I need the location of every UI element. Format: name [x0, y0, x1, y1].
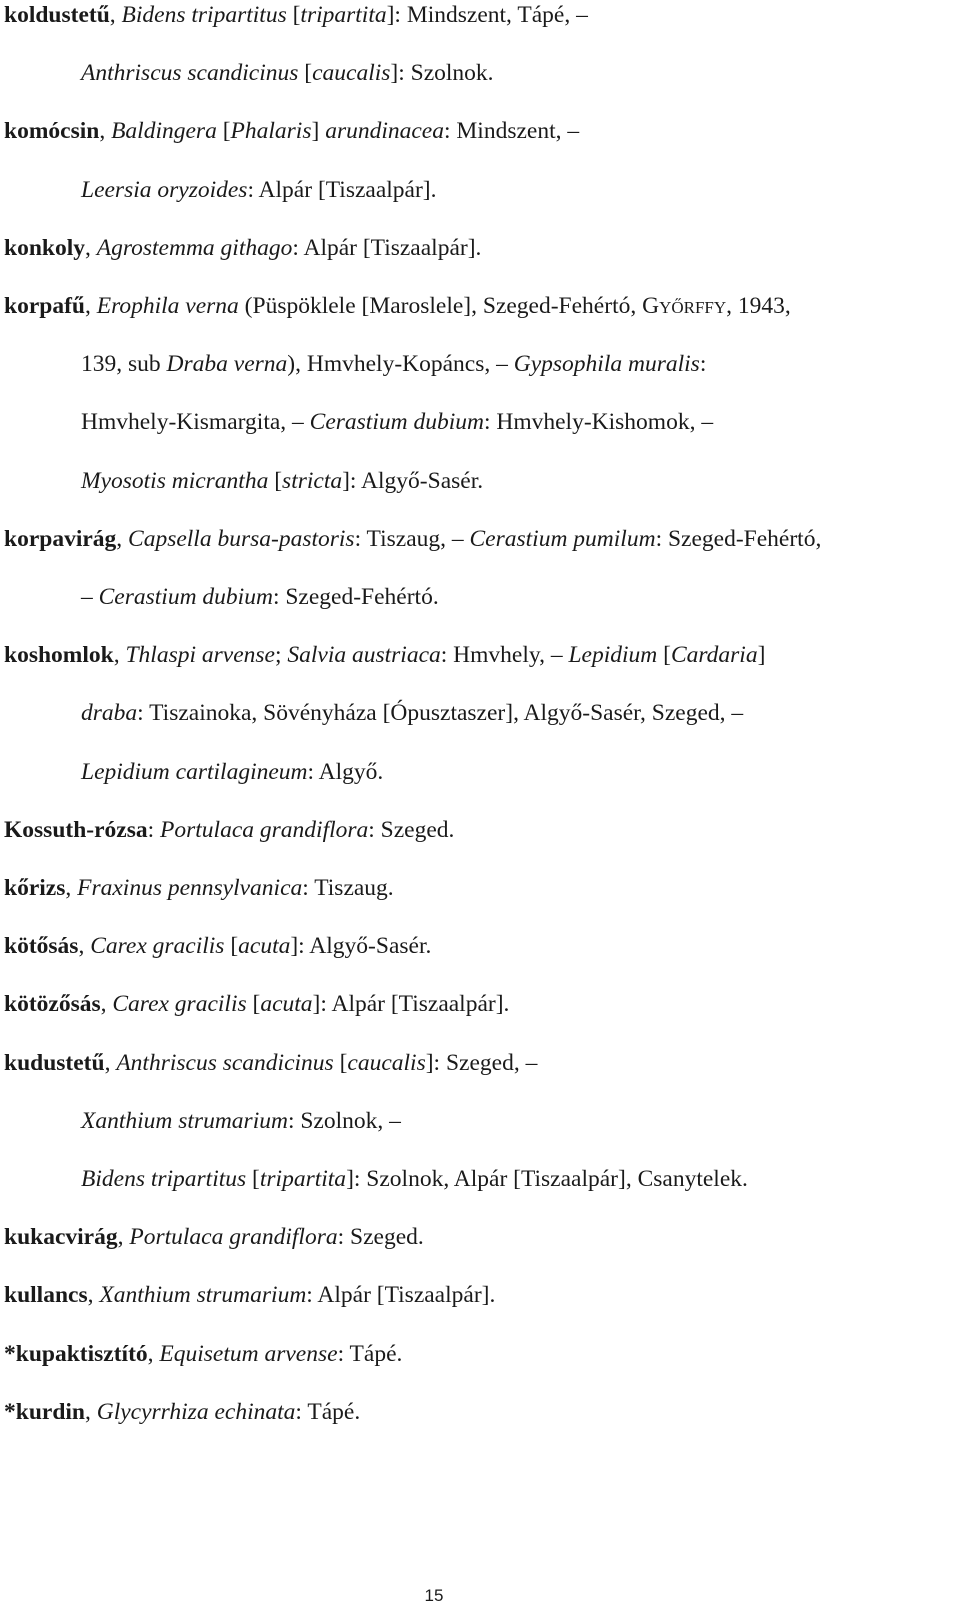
- entry-headword: komócsin: [4, 118, 100, 144]
- entry-line: [4, 931, 431, 961]
- species-name: Thlaspi arvense: [125, 642, 275, 668]
- entry-continuation-line: [81, 349, 706, 379]
- entry-text: ,: [117, 1224, 130, 1250]
- entry-line: [4, 0, 588, 30]
- entry-headword: kudustetű: [4, 1050, 105, 1076]
- species-name: Portulaca grandiflora: [160, 817, 369, 843]
- entry-text: ]: [757, 642, 766, 668]
- entry-headword: kullancs: [4, 1282, 88, 1308]
- entry-line: [4, 815, 454, 845]
- entry-text: ]: Algyő-Sasér.: [342, 468, 484, 494]
- entry-text: ]: Szeged, –: [425, 1050, 538, 1076]
- entry-line: [4, 1339, 402, 1369]
- species-name: Portulaca grandiflora: [129, 1224, 338, 1250]
- species-name: Lepidium: [568, 642, 658, 668]
- entry-continuation-line: [81, 466, 483, 496]
- species-name: Leersia oryzoides: [81, 177, 248, 203]
- entry-text: : Mindszent, –: [444, 118, 580, 144]
- species-name: tripartita: [259, 1166, 347, 1192]
- species-name: Baldingera: [111, 118, 217, 144]
- species-name: Glycyrrhiza echinata: [96, 1399, 296, 1425]
- species-name: Anthriscus scandicinus: [116, 1050, 334, 1076]
- entry-text: ,: [100, 991, 113, 1017]
- species-name: Cerastium pumilum: [469, 526, 656, 552]
- entry-text: ,: [116, 526, 129, 552]
- entry-headword: korpavirág: [4, 526, 117, 552]
- entry-text: : Szeged.: [368, 817, 455, 843]
- entry-text: ,: [85, 235, 97, 261]
- entry-text: ,: [104, 1050, 117, 1076]
- entry-text: : Hmvhely, –: [440, 642, 569, 668]
- author-small-caps: YŐRFFY: [659, 298, 727, 317]
- species-name: Phalaris: [230, 118, 312, 144]
- entry-text: : Szeged-Fehértó,: [655, 526, 822, 552]
- species-name: Cardaria: [670, 642, 758, 668]
- entry-text: : Alpár [Tiszaalpár].: [292, 235, 482, 261]
- species-name: caucalis: [347, 1050, 426, 1076]
- entry-headword: *kurdin: [4, 1399, 85, 1425]
- entry-headword: kőrizs: [4, 875, 66, 901]
- species-name: caucalis: [312, 60, 391, 86]
- species-name: tripartita: [300, 2, 387, 28]
- entry-headword: korpafű: [4, 293, 85, 319]
- species-name: draba: [81, 700, 138, 726]
- species-name: Bidens tripartitus: [81, 1166, 247, 1192]
- entry-text: ,: [99, 118, 112, 144]
- entry-line: [4, 873, 394, 903]
- entry-text: ]: Alpár [Tiszaalpár].: [312, 991, 510, 1017]
- entry-text: ), Hmvhely-Kopáncs, –: [287, 351, 514, 377]
- species-name: Fraxinus pennsylvanica: [77, 875, 303, 901]
- species-name: Draba verna: [166, 351, 288, 377]
- species-name: Bidens tripartitus: [121, 2, 287, 28]
- entry-text: ,: [65, 875, 78, 901]
- entry-text: ]: Algyő-Sasér.: [290, 933, 432, 959]
- entry-text: ]: Mindszent, Tápé, –: [386, 2, 588, 28]
- entry-text: : Tápé.: [295, 1399, 361, 1425]
- entry-continuation-line: [81, 757, 383, 787]
- entry-text: ;: [274, 642, 288, 668]
- entry-text: ]: Szolnok.: [390, 60, 494, 86]
- entry-line: [4, 291, 791, 323]
- species-name: Gypsophila muralis: [513, 351, 700, 377]
- entry-headword: *kupaktisztító: [4, 1341, 148, 1367]
- entry-text: ,: [113, 642, 126, 668]
- entry-text: ,: [85, 1399, 97, 1425]
- entry-text: ,: [87, 1282, 100, 1308]
- species-name: Agrostemma githago: [96, 235, 293, 261]
- entry-text: [: [224, 933, 239, 959]
- entry-headword: konkoly: [4, 235, 85, 261]
- entry-text: –: [81, 584, 99, 610]
- entry-line: [4, 1280, 495, 1310]
- entry-line: [4, 524, 821, 554]
- species-name: Erophila verna: [96, 293, 239, 319]
- entry-text: : Szeged.: [337, 1224, 424, 1250]
- entry-text: 139, sub: [81, 351, 167, 377]
- entry-line: [4, 233, 481, 263]
- entry-text: : Szolnok, –: [287, 1108, 401, 1134]
- entry-line: [4, 1048, 537, 1078]
- species-name: Equisetum arvense: [159, 1341, 338, 1367]
- species-name: Salvia austriaca: [287, 642, 441, 668]
- entry-text: ]: [311, 118, 326, 144]
- species-name: Xanthium strumarium: [81, 1108, 288, 1134]
- entry-text: [: [268, 468, 283, 494]
- entry-continuation-line: [81, 175, 437, 205]
- entry-continuation-line: [81, 582, 439, 612]
- species-name: Carex gracilis: [112, 991, 247, 1017]
- entry-text: : Hmvhely-Kishomok, –: [483, 409, 714, 435]
- entry-headword: koldustetű: [4, 2, 110, 28]
- species-name: Cerastium dubium: [309, 409, 484, 435]
- entry-text: (Püspöklele [Maroslele], Szeged-Fehértó, G: [238, 293, 660, 319]
- species-name: Xanthium strumarium: [99, 1282, 307, 1308]
- species-name: Lepidium cartilagineum: [81, 759, 308, 785]
- entry-text: [: [216, 118, 231, 144]
- species-name: acuta: [260, 991, 313, 1017]
- species-name: arundinacea: [325, 118, 444, 144]
- entry-text: ,: [109, 2, 122, 28]
- species-name: Capsella bursa-pastoris: [128, 526, 355, 552]
- entry-text: : Tiszaug.: [302, 875, 394, 901]
- species-name: Cerastium dubium: [98, 584, 273, 610]
- entry-text: : Tiszaug, –: [354, 526, 470, 552]
- species-name: stricta: [282, 468, 343, 494]
- entry-line: [4, 1222, 424, 1252]
- entry-line: [4, 1397, 360, 1427]
- entry-text: Hmvhely-Kismargita, –: [81, 409, 310, 435]
- entry-text: ,: [84, 293, 97, 319]
- entry-text: ,: [78, 933, 91, 959]
- entry-text: :: [699, 351, 707, 377]
- entry-line: [4, 116, 579, 146]
- entry-text: : Alpár [Tiszaalpár].: [247, 177, 437, 203]
- species-name: Myosotis micrantha: [81, 468, 269, 494]
- entry-headword: kukacvirág: [4, 1224, 118, 1250]
- entry-continuation-line: [81, 407, 713, 437]
- species-name: acuta: [238, 933, 291, 959]
- entry-text: [: [298, 60, 313, 86]
- entry-text: [: [657, 642, 671, 668]
- entry-text: [: [246, 1166, 260, 1192]
- entry-headword: koshomlok: [4, 642, 114, 668]
- entry-text: : Algyő.: [307, 759, 384, 785]
- species-name: Carex gracilis: [90, 933, 225, 959]
- entry-text: : Alpár [Tiszaalpár].: [306, 1282, 496, 1308]
- entry-text: : Tápé.: [337, 1341, 403, 1367]
- entry-text: [: [246, 991, 261, 1017]
- entry-text: ]: Szolnok, Alpár [Tiszaalpár], Csanytelek.: [346, 1166, 748, 1192]
- entry-text: [: [286, 2, 301, 28]
- page-number: 15: [424, 1586, 444, 1605]
- entry-text: , 1943,: [726, 293, 791, 319]
- entry-continuation-line: [81, 698, 743, 728]
- entry-continuation-line: [81, 1164, 748, 1194]
- entry-text: [: [333, 1050, 348, 1076]
- entry-headword: kötözősás: [4, 991, 101, 1017]
- entry-text: ,: [147, 1341, 160, 1367]
- entry-headword: kötősás: [4, 933, 79, 959]
- entry-text: : Tiszainoka, Sövényháza [Ópusztaszer], Algyő-Sasér, Szeged, –: [137, 700, 744, 726]
- entry-line: [4, 989, 509, 1019]
- entry-line: [4, 640, 765, 670]
- entry-text: :: [147, 817, 161, 843]
- entry-text: : Szeged-Fehértó.: [272, 584, 439, 610]
- entry-headword: Kossuth-rózsa: [4, 817, 148, 843]
- species-name: Anthriscus scandicinus: [81, 60, 299, 86]
- entry-continuation-line: [81, 58, 494, 88]
- entry-continuation-line: [81, 1106, 401, 1136]
